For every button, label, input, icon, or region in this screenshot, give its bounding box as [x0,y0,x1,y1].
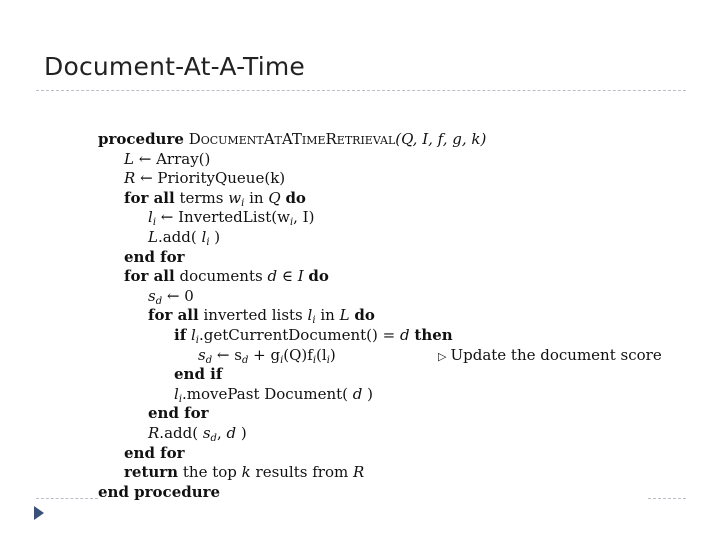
expression: .getCurrentDocument() = [198,325,400,344]
variable: Q [268,188,281,207]
algo-line-end-for-3 [98,444,658,464]
variable: l [174,384,179,403]
algo-line-procedure [98,130,658,150]
algo-line-return [98,463,658,483]
comment-text: Update the document score [450,345,662,364]
algo-line-end-for-1 [98,248,658,268]
algo-line-end-if [98,365,658,385]
keyword: end if [174,365,223,384]
title-divider [36,90,686,91]
keyword: do [285,188,306,207]
expression: ← Array() [138,149,211,168]
variable: R [148,423,160,442]
variable: L [124,149,134,168]
expression: ∈ I [281,267,304,286]
variable: d [267,267,278,286]
variable: s [148,286,156,305]
expression: .movePast Document( [182,384,353,403]
slide-title: Document-At-A-Time [44,52,305,81]
keyword: do [354,306,375,325]
text: results from [255,463,349,482]
expression: ) [329,345,336,364]
text: in [320,306,335,325]
expression: + g [248,345,281,364]
variable: s [198,345,206,364]
variable: L [148,227,158,246]
algo-line-l-init [98,150,658,170]
algo-line-l-add [98,228,658,248]
expression: , I) [293,208,315,227]
variable: w [228,188,242,207]
keyword: end for [124,247,185,266]
keyword: for all [124,267,175,286]
subscript: d [155,295,163,307]
subscript: i [312,315,316,327]
subscript: d [241,354,249,366]
subscript: i [326,354,330,366]
keyword: do [308,267,329,286]
variable: l [148,208,153,227]
keyword: if [174,325,187,344]
variable: k [241,463,251,482]
subscript: i [241,197,245,209]
keyword: end for [148,404,209,423]
variable: d [400,325,410,344]
keyword: procedure [98,130,184,148]
variable: l [190,325,196,344]
expression: ← InvertedList(w [160,208,290,227]
subscript: i [280,354,284,366]
expression: ) [209,227,221,246]
triangle-right-icon [34,506,44,520]
keyword: end for [124,443,185,462]
expression: .add( [159,423,203,442]
text: documents [179,267,263,286]
text: in [249,188,264,207]
expression: , [216,423,227,442]
comment-triangle-icon: ▷ [438,349,447,363]
expression: ← s [216,345,242,364]
algo-line-for-documents [98,267,658,287]
procedure-params: (Q, I, f, g, k) [395,130,487,148]
procedure-name: DocumentAtATimeRetrieval [188,130,396,148]
algo-comment [438,346,662,367]
variable: l [307,306,313,325]
subscript: d [210,432,217,444]
text: inverted lists [203,306,303,325]
keyword: then [414,325,453,344]
algo-line-sd-zero [98,287,658,307]
expression: ← PriorityQueue(k) [140,169,286,188]
keyword: for all [148,306,199,325]
subscript: i [206,236,210,248]
algo-line-end-procedure [98,483,658,503]
algo-line-score-update [98,345,662,366]
text: terms [179,188,224,207]
expression: (l [316,345,327,364]
expression: .add( [157,227,202,246]
subscript: i [195,334,199,346]
text: the top [182,463,237,482]
keyword: for all [124,188,175,207]
subscript: i [312,354,317,366]
variable: l [201,227,207,246]
variable: R [353,463,365,482]
algo-line-r-init [98,169,658,189]
algo-line-move-past [98,385,658,405]
footer-divider-left [36,498,98,499]
algo-line-r-add [98,424,658,444]
expression: ← 0 [166,286,194,305]
algo-line-inverted-list [98,208,658,228]
variable: d [226,423,237,442]
variable: L [339,306,350,325]
expression: ) [362,384,374,403]
variable: s [202,423,211,442]
expression: ) [236,423,247,442]
algo-line-for-terms [98,189,658,209]
subscript: i [152,217,157,229]
keyword: return [124,463,179,482]
algo-line-end-for-2 [98,404,658,424]
subscript: i [178,393,183,405]
keyword: end procedure [98,482,221,501]
variable: R [124,169,136,188]
variable: d [352,384,363,403]
algo-line-for-lists [98,306,658,326]
subscript: i [289,217,294,229]
subscript: d [205,354,213,366]
expression: (Q)f [283,345,313,364]
algorithm-block [98,130,662,502]
algo-line-if [98,326,658,346]
